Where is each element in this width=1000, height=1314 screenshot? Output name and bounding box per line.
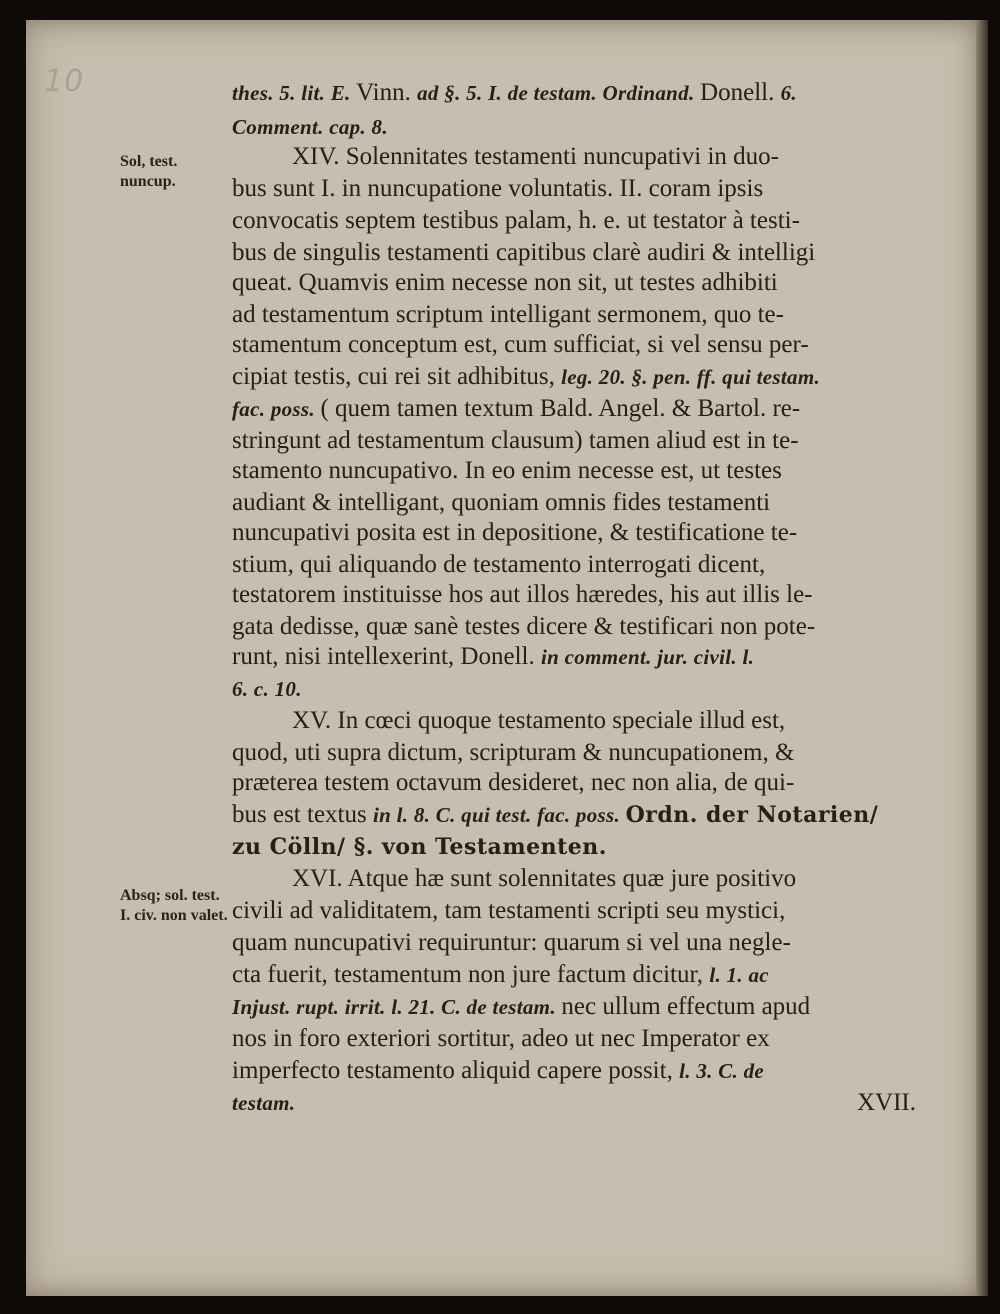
text-line — [0, 204, 1000, 238]
text-line — [0, 328, 1000, 362]
text-line — [0, 454, 1000, 488]
text-line — [0, 548, 1000, 582]
citation: l. 1. ac — [709, 963, 769, 987]
text-line — [0, 958, 1000, 992]
text-line — [0, 392, 1000, 426]
citation: thes. 5. lit. E. — [232, 81, 357, 105]
body-text: nec ullum effectum apud — [561, 993, 811, 1020]
text-line — [0, 672, 1000, 706]
text-line — [0, 76, 1000, 110]
body-text: cipiat testis, cui rei sit adhibitus, — [232, 363, 562, 390]
text-line — [0, 578, 1000, 612]
body-text: nos in foro exteriori sortitur, adeo ut nec Imperator ex — [232, 1025, 770, 1052]
body-text: stium, qui aliquando de testamento interrogati dicent, — [232, 551, 766, 578]
body-text: præterea testem octavum desideret, nec non alia, de qui- — [232, 769, 795, 796]
citation: testam. — [232, 1091, 296, 1115]
body-text: stamentum conceptum est, cum sufficiat, si vel sensu per- — [232, 331, 809, 358]
citation: l. 3. C. de — [679, 1059, 765, 1083]
body-text: Donell. — [700, 79, 781, 106]
text-line — [0, 516, 1000, 550]
citation: leg. 20. §. pen. ff. qui testam. — [561, 365, 820, 389]
page-number: 10 — [44, 64, 85, 99]
margin-note-2: Absq; sol. test. I. civ. non valet. — [120, 887, 228, 924]
text-line — [0, 360, 1000, 394]
body-text: stringunt ad testamentum clausum) tamen aliud est in te- — [232, 427, 799, 454]
citation: ad §. 5. I. de testam. Ordinand. — [417, 81, 701, 105]
text-line — [0, 990, 1000, 1024]
body-text: cta fuerit, testamentum non jure factum dicitur, — [232, 961, 710, 988]
body-text: audiant & intelligant, quoniam omnis fides testamenti — [232, 489, 771, 516]
margin-note-1: Sol, test. nuncup. — [120, 153, 178, 190]
text-line — [0, 1054, 1000, 1088]
text-line — [0, 798, 1000, 832]
body-text: imperfecto testamento aliquid capere possit, — [232, 1057, 680, 1084]
body-text: bus sunt I. in nuncupatione voluntatis. II. coram ipsis — [232, 175, 764, 202]
text-line — [0, 486, 1000, 520]
body-text: XV. In cœci quoque testamento speciale illud est, — [292, 707, 786, 734]
text-line — [0, 704, 1000, 738]
citation: 6. c. 10. — [232, 677, 302, 701]
text-line — [0, 926, 1000, 960]
text-line — [0, 172, 1000, 206]
body-text: nuncupativi posita est in depositione, & testificatione te- — [232, 519, 798, 546]
text-line — [0, 610, 1000, 644]
body-text: stamento nuncupativo. In eo enim necesse est, ut testes — [232, 457, 782, 484]
citation: 6. — [780, 81, 797, 105]
body-text: bus de singulis testamenti capitibus clarè audiri & intelligi — [232, 239, 816, 266]
body-text: gata dedisse, quæ sanè testes dicere & testificari non pote- — [232, 613, 816, 640]
fraktur-text: Ordn. der Notarien/ — [625, 802, 879, 828]
citation: fac. poss. — [232, 397, 321, 421]
text-line — [0, 766, 1000, 800]
text-line — [0, 736, 1000, 770]
text-line — [0, 640, 1000, 674]
body-text: quam nuncupativi requiruntur: quarum si vel una negle- — [232, 929, 791, 956]
text-line — [0, 1086, 1000, 1120]
citation: in comment. jur. civil. l. — [540, 645, 755, 669]
fraktur-text: zu Cölln/ §. von Testamenten. — [232, 834, 607, 860]
text-line — [0, 298, 1000, 332]
body-text: bus est textus — [232, 801, 373, 828]
body-text: queat. Quamvis enim necesse non sit, ut testes adhibiti — [232, 269, 778, 296]
body-text: ad testamentum scriptum intelligant sermonem, quo te- — [232, 301, 784, 328]
text-line — [0, 140, 1000, 174]
text-line — [0, 424, 1000, 458]
text-line — [0, 830, 1000, 864]
body-text: XVI. Atque hæ sunt solennitates quæ jure positivo — [292, 865, 797, 892]
citation: Comment. cap. 8. — [232, 115, 388, 139]
body-text: quod, uti supra dictum, scripturam & nuncupationem, & — [232, 739, 795, 766]
body-text: testatorem instituisse hos aut illos hæredes, his aut illis le- — [232, 581, 813, 608]
body-text: ( quem tamen textum Bald. Angel. & Bartol. re- — [320, 395, 801, 422]
text-line — [0, 266, 1000, 300]
text-line — [0, 110, 1000, 144]
body-text: civili ad validitatem, tam testamenti scripti seu mystici, — [232, 897, 786, 924]
text-line — [0, 862, 1000, 896]
text-line — [0, 236, 1000, 270]
body-text: Vinn. — [356, 79, 418, 106]
body-text: convocatis septem testibus palam, h. e. ut testator à testi- — [232, 207, 800, 234]
text-line — [0, 894, 1000, 928]
body-text: XIV. Solennitates testamenti nuncupativi in duo- — [292, 143, 779, 170]
catchword: XVII. — [856, 1089, 916, 1116]
body-text: runt, nisi intellexerint, Donell. — [232, 643, 541, 670]
citation: Injust. rupt. irrit. l. 21. C. de testam. — [232, 995, 562, 1019]
citation: in l. 8. C. qui test. fac. poss. — [372, 803, 626, 827]
text-line — [0, 1022, 1000, 1056]
